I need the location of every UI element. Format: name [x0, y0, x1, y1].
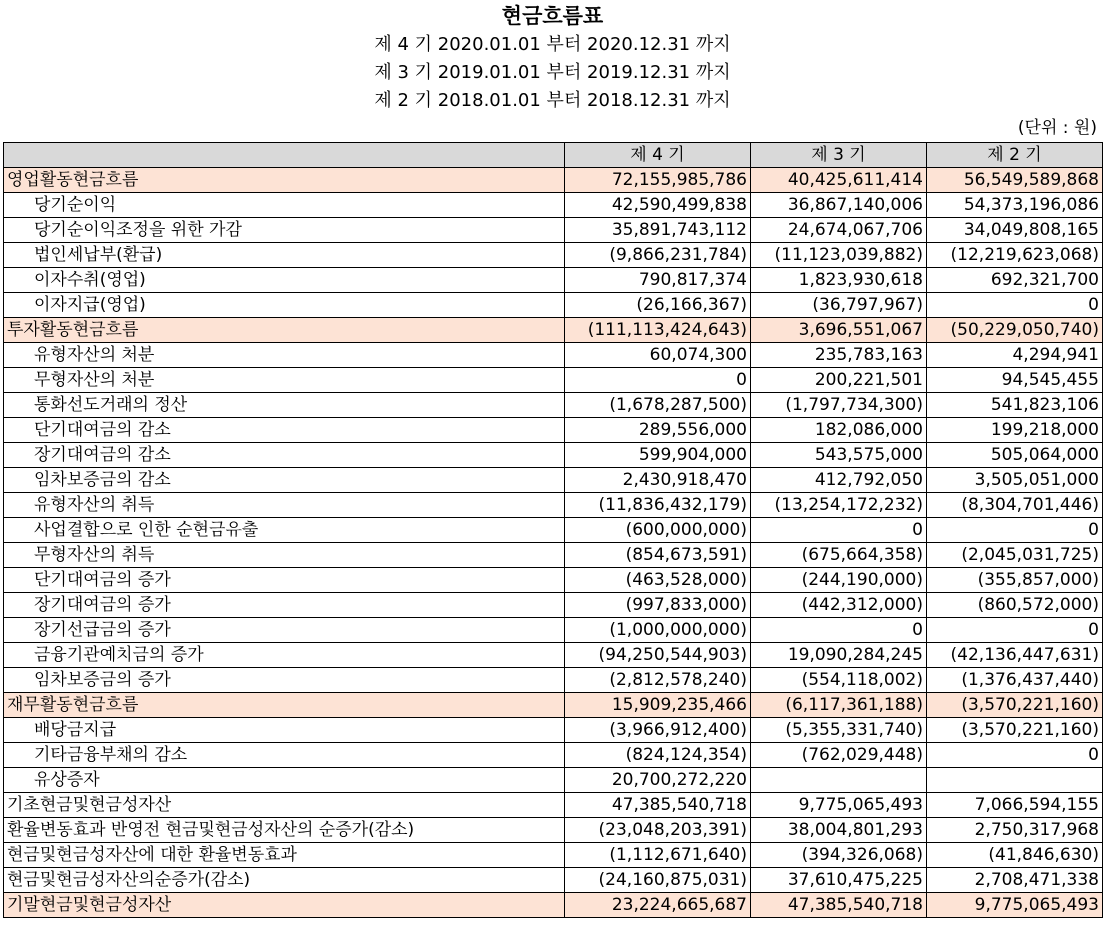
row-value: 47,385,540,718: [751, 893, 927, 918]
row-value: 38,004,801,293: [751, 818, 927, 843]
row-value: (11,836,432,179): [565, 493, 751, 518]
row-value: 3,505,051,000: [927, 468, 1103, 493]
row-label: 통화선도거래의 정산: [4, 393, 565, 418]
row-value: (2,812,578,240): [565, 668, 751, 693]
row-value: (5,355,331,740): [751, 718, 927, 743]
row-label: 기초현금및현금성자산: [4, 793, 565, 818]
row-value: 4,294,941: [927, 343, 1103, 368]
row-label: 장기대여금의 감소: [4, 443, 565, 468]
table-row: [4, 418, 1103, 443]
row-value: 0: [927, 293, 1103, 318]
row-value: 40,425,611,414: [751, 168, 927, 193]
row-label: 영업활동현금흐름: [4, 168, 565, 193]
row-label: 임차보증금의 증가: [4, 668, 565, 693]
row-value: 0: [927, 618, 1103, 643]
row-value: 541,823,106: [927, 393, 1103, 418]
row-value: (1,000,000,000): [565, 618, 751, 643]
row-value: 60,074,300: [565, 343, 751, 368]
table-row: [4, 568, 1103, 593]
row-value: 0: [565, 368, 751, 393]
row-value: (3,570,221,160): [927, 718, 1103, 743]
row-value: 0: [751, 518, 927, 543]
row-value: (9,866,231,784): [565, 243, 751, 268]
row-value: (2,045,031,725): [927, 543, 1103, 568]
row-value: (997,833,000): [565, 593, 751, 618]
table-row: [4, 518, 1103, 543]
row-value: (463,528,000): [565, 568, 751, 593]
document-title: 현금흐름표: [501, 3, 604, 28]
row-value: 3,696,551,067: [751, 318, 927, 343]
row-value: (824,124,354): [565, 743, 751, 768]
row-label: 현금및현금성자산에 대한 환율변동효과: [4, 843, 565, 868]
row-value: (854,673,591): [565, 543, 751, 568]
row-value: (41,846,630): [927, 843, 1103, 868]
row-value: 72,155,985,786: [565, 168, 751, 193]
row-value: (554,118,002): [751, 668, 927, 693]
table-row: [4, 293, 1103, 318]
row-value: 599,904,000: [565, 443, 751, 468]
row-label: 유형자산의 취득: [4, 493, 565, 518]
row-value: 37,610,475,225: [751, 868, 927, 893]
row-label: 장기대여금의 증가: [4, 593, 565, 618]
table-row: [4, 843, 1103, 868]
table-row: [4, 218, 1103, 243]
row-label: 현금및현금성자산의순증가(감소): [4, 868, 565, 893]
table-row: [4, 643, 1103, 668]
row-value: (675,664,358): [751, 543, 927, 568]
row-value: 505,064,000: [927, 443, 1103, 468]
row-value: 47,385,540,718: [565, 793, 751, 818]
row-value: (42,136,447,631): [927, 643, 1103, 668]
row-value: [751, 768, 927, 793]
table-row: [4, 718, 1103, 743]
row-label: 무형자산의 취득: [4, 543, 565, 568]
row-value: 94,545,455: [927, 368, 1103, 393]
row-value: (8,304,701,446): [927, 493, 1103, 518]
row-value: 54,373,196,086: [927, 193, 1103, 218]
table-header-row: [4, 143, 1103, 168]
row-value: (36,797,967): [751, 293, 927, 318]
table-row: [4, 593, 1103, 618]
table-row: [4, 768, 1103, 793]
row-value: (26,166,367): [565, 293, 751, 318]
row-label: 이자지급(영업): [4, 293, 565, 318]
row-value: 200,221,501: [751, 368, 927, 393]
row-value: 0: [927, 743, 1103, 768]
table-row: [4, 618, 1103, 643]
row-value: (1,797,734,300): [751, 393, 927, 418]
row-value: 235,783,163: [751, 343, 927, 368]
row-value: (12,219,623,068): [927, 243, 1103, 268]
row-label: 단기대여금의 증가: [4, 568, 565, 593]
table-row: [4, 268, 1103, 293]
row-value: (355,857,000): [927, 568, 1103, 593]
row-value: 182,086,000: [751, 418, 927, 443]
row-label: 기말현금및현금성자산: [4, 893, 565, 918]
row-label: 유형자산의 처분: [4, 343, 565, 368]
column-header-period-2: 제 2 기: [927, 143, 1103, 168]
row-label: 재무활동현금흐름: [4, 693, 565, 718]
row-value: 36,867,140,006: [751, 193, 927, 218]
row-value: 0: [751, 618, 927, 643]
row-value: (94,250,544,903): [565, 643, 751, 668]
row-value: 2,708,471,338: [927, 868, 1103, 893]
table-row: [4, 393, 1103, 418]
row-label: 장기선급금의 증가: [4, 618, 565, 643]
table-row: [4, 893, 1103, 918]
row-value: (24,160,875,031): [565, 868, 751, 893]
row-label: 무형자산의 처분: [4, 368, 565, 393]
table-row: [4, 543, 1103, 568]
row-value: (600,000,000): [565, 518, 751, 543]
table-row: [4, 468, 1103, 493]
table-row: [4, 243, 1103, 268]
row-value: (394,326,068): [751, 843, 927, 868]
row-label: 금융기관예치금의 증가: [4, 643, 565, 668]
cash-flow-table: [3, 142, 1103, 918]
row-value: 9,775,065,493: [927, 893, 1103, 918]
row-value: (23,048,203,391): [565, 818, 751, 843]
row-value: 7,066,594,155: [927, 793, 1103, 818]
row-value: 35,891,743,112: [565, 218, 751, 243]
table-row: [4, 743, 1103, 768]
row-label: 임차보증금의 감소: [4, 468, 565, 493]
row-label: 단기대여금의 감소: [4, 418, 565, 443]
row-value: (50,229,050,740): [927, 318, 1103, 343]
row-label: 사업결합으로 인한 순현금유출: [4, 518, 565, 543]
row-value: 0: [927, 518, 1103, 543]
row-value: 9,775,065,493: [751, 793, 927, 818]
column-header-period-4: 제 4 기: [565, 143, 751, 168]
row-value: (1,376,437,440): [927, 668, 1103, 693]
row-value: 24,674,067,706: [751, 218, 927, 243]
table-row: [4, 693, 1103, 718]
table-row: [4, 493, 1103, 518]
table-row: [4, 168, 1103, 193]
row-label: 이자수취(영업): [4, 268, 565, 293]
row-value: 790,817,374: [565, 268, 751, 293]
row-label: 환율변동효과 반영전 현금및현금성자산의 순증가(감소): [4, 818, 565, 843]
row-value: (11,123,039,882): [751, 243, 927, 268]
row-value: (860,572,000): [927, 593, 1103, 618]
row-value: (6,117,361,188): [751, 693, 927, 718]
row-value: 20,700,272,220: [565, 768, 751, 793]
row-value: 2,750,317,968: [927, 818, 1103, 843]
row-value: 56,549,589,868: [927, 168, 1103, 193]
unit-label: (단위 : 원): [1017, 118, 1097, 138]
row-value: 19,090,284,245: [751, 643, 927, 668]
row-label: 투자활동현금흐름: [4, 318, 565, 343]
row-value: 1,823,930,618: [751, 268, 927, 293]
row-value: 42,590,499,838: [565, 193, 751, 218]
period-line-4: 제 4 기 2020.01.01 부터 2020.12.31 까지: [374, 34, 731, 55]
row-value: (1,678,287,500): [565, 393, 751, 418]
row-label: 당기순이익: [4, 193, 565, 218]
table-row: [4, 343, 1103, 368]
row-value: (244,190,000): [751, 568, 927, 593]
row-value: 23,224,665,687: [565, 893, 751, 918]
table-row: [4, 318, 1103, 343]
row-value: [927, 768, 1103, 793]
row-label: 법인세납부(환급): [4, 243, 565, 268]
row-value: 199,218,000: [927, 418, 1103, 443]
table-row: [4, 193, 1103, 218]
row-label: 당기순이익조정을 위한 가감: [4, 218, 565, 243]
row-value: 34,049,808,165: [927, 218, 1103, 243]
period-line-2: 제 2 기 2018.01.01 부터 2018.12.31 까지: [374, 90, 731, 111]
row-value: (442,312,000): [751, 593, 927, 618]
row-value: 15,909,235,466: [565, 693, 751, 718]
table-row: [4, 368, 1103, 393]
row-value: 412,792,050: [751, 468, 927, 493]
row-value: (111,113,424,643): [565, 318, 751, 343]
row-value: 289,556,000: [565, 418, 751, 443]
row-label: 유상증자: [4, 768, 565, 793]
table-row: [4, 668, 1103, 693]
column-header-label: [4, 143, 565, 168]
row-value: 543,575,000: [751, 443, 927, 468]
table-row: [4, 443, 1103, 468]
row-value: (3,570,221,160): [927, 693, 1103, 718]
row-label: 기타금융부채의 감소: [4, 743, 565, 768]
period-line-3: 제 3 기 2019.01.01 부터 2019.12.31 까지: [374, 62, 731, 83]
column-header-period-3: 제 3 기: [751, 143, 927, 168]
row-value: (1,112,671,640): [565, 843, 751, 868]
row-label: 배당금지급: [4, 718, 565, 743]
table-row: [4, 868, 1103, 893]
row-value: (762,029,448): [751, 743, 927, 768]
row-value: (13,254,172,232): [751, 493, 927, 518]
row-value: (3,966,912,400): [565, 718, 751, 743]
row-value: 2,430,918,470: [565, 468, 751, 493]
table-row: [4, 793, 1103, 818]
table-row: [4, 818, 1103, 843]
row-value: 692,321,700: [927, 268, 1103, 293]
